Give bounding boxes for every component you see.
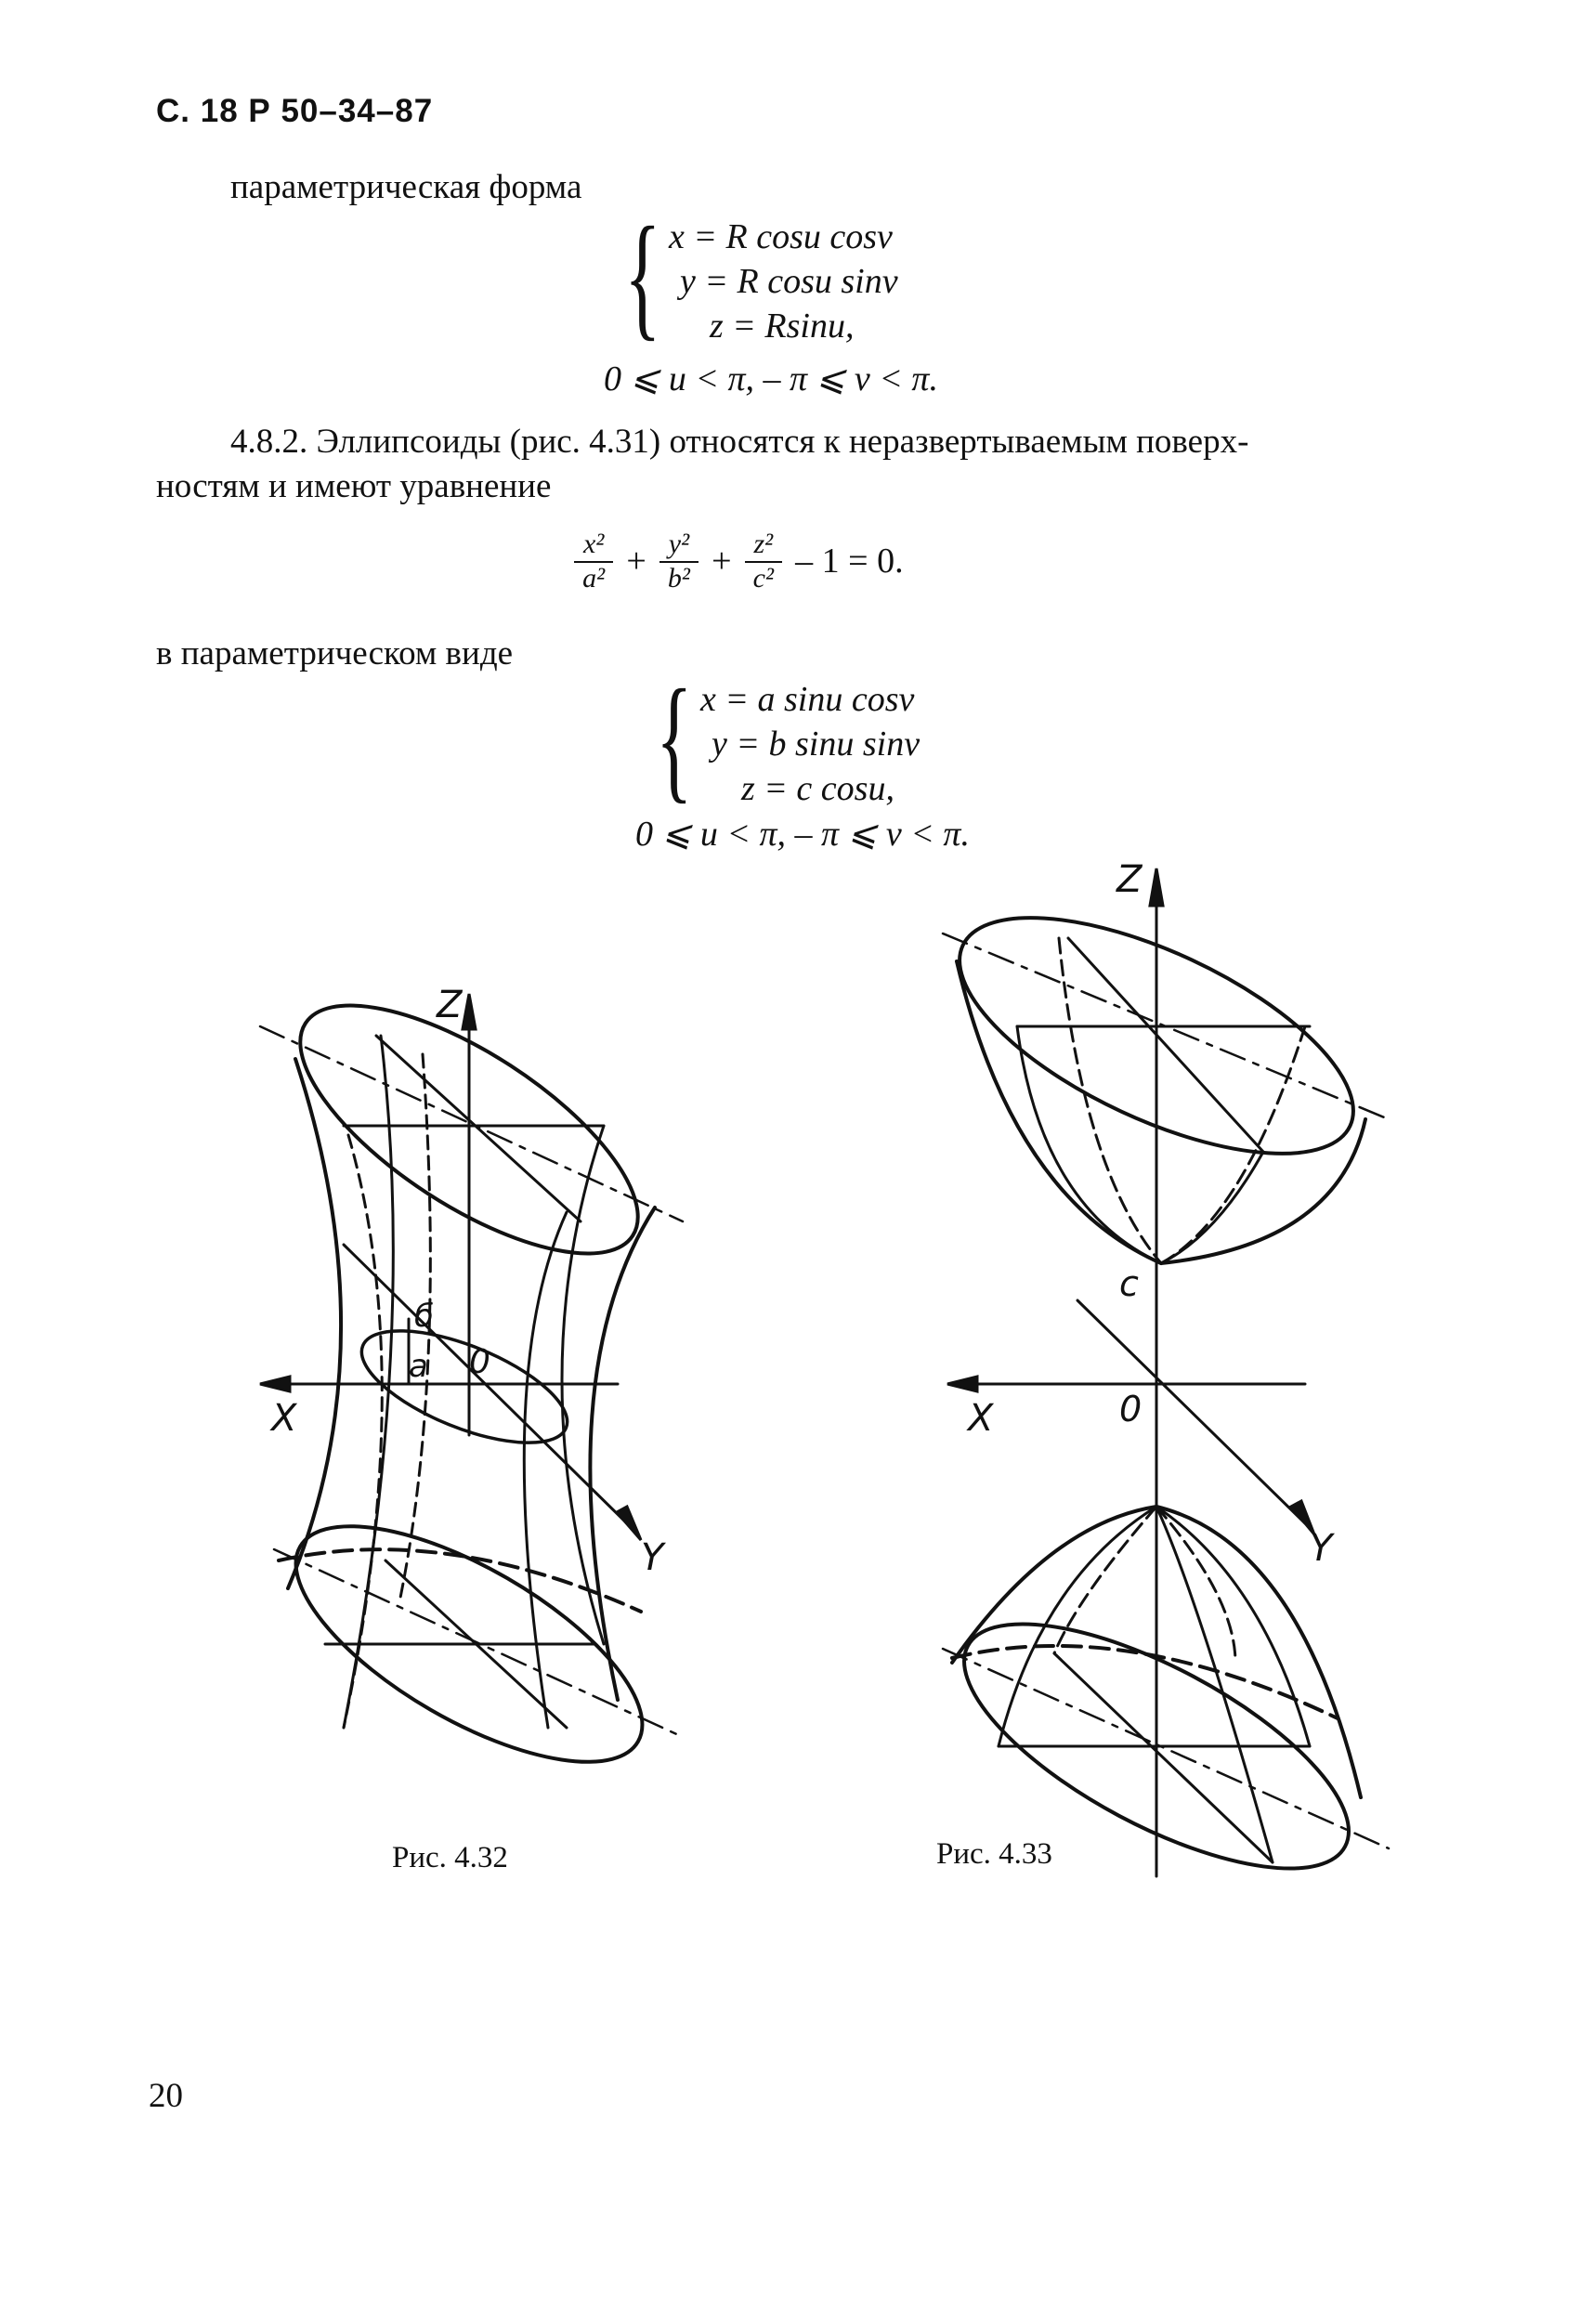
equation-tail: – 1 = 0. — [795, 542, 904, 581]
eq-x: x = R cosu cosv — [669, 217, 893, 256]
fig2-label-z: Z — [1116, 858, 1143, 901]
paragraph-4-8-2-line1: 4.8.2. Эллипсоиды (рис. 4.31) относятся к неразвертываемым поверх- — [230, 423, 1249, 461]
eq-x: x = a sinu cosv — [700, 680, 915, 719]
figure-4-33-caption: Рис. 4.33 — [936, 1837, 1052, 1871]
eq-y: y = R cosu sinv — [680, 262, 898, 301]
fig2-label-y: Y — [1310, 1527, 1333, 1570]
range-ellipsoid: 0 ⩽ u < π, – π ⩽ v < π. — [635, 815, 970, 854]
fig1-label-x: X — [271, 1397, 297, 1440]
text-parametric-view: в параметрическом виде — [156, 634, 514, 672]
fraction-z: $\frac{\text{z²}}{\text{c²}}$ — [745, 528, 783, 594]
figure-4-32-caption: Рис. 4.32 — [392, 1841, 508, 1874]
figure-4-32-hyperboloid — [260, 960, 683, 1808]
left-brace: { — [624, 199, 661, 353]
document-header: С. 18 Р 50–34–87 — [156, 93, 434, 129]
fig2-label-x: X — [968, 1397, 994, 1440]
fraction-y: $\frac{\text{y²}}{\text{b²}}$ — [659, 528, 699, 594]
text-parametric-form: параметрическая форма — [230, 168, 582, 206]
range-sphere: 0 ⩽ u < π, – π ⩽ v < π. — [604, 359, 938, 398]
figure-4-33-hyperboloid — [928, 868, 1389, 1916]
fig1-label-a: a — [409, 1348, 428, 1385]
eq-z: z = c cosu, — [741, 769, 894, 808]
fig1-label-y: Y — [641, 1536, 664, 1579]
page-number: 20 — [149, 2077, 183, 2115]
fig1-label-z: Z — [437, 984, 463, 1026]
left-brace: { — [656, 661, 693, 816]
eq-z: z = Rsinu, — [710, 307, 855, 346]
fig2-label-c: c — [1119, 1263, 1139, 1304]
fig1-label-b: б — [414, 1298, 434, 1335]
paragraph-4-8-2-line2: ностям и имеют уравнение — [156, 467, 552, 505]
eq-y: y = b sinu sinv — [712, 725, 921, 764]
fig1-label-o: 0 — [469, 1343, 490, 1381]
fig2-label-o: 0 — [1119, 1389, 1143, 1430]
ellipsoid-equation: $\frac{\text{x²}}{\text{a²}}$ + $\frac{\text{y²}}{\text{b²}}$ + $\frac{\text{z²}}{\text{c²}}$ – 1 = 0. — [574, 528, 913, 594]
fraction-x: $\frac{\text{x²}}{\text{a²}}$ — [574, 528, 613, 594]
